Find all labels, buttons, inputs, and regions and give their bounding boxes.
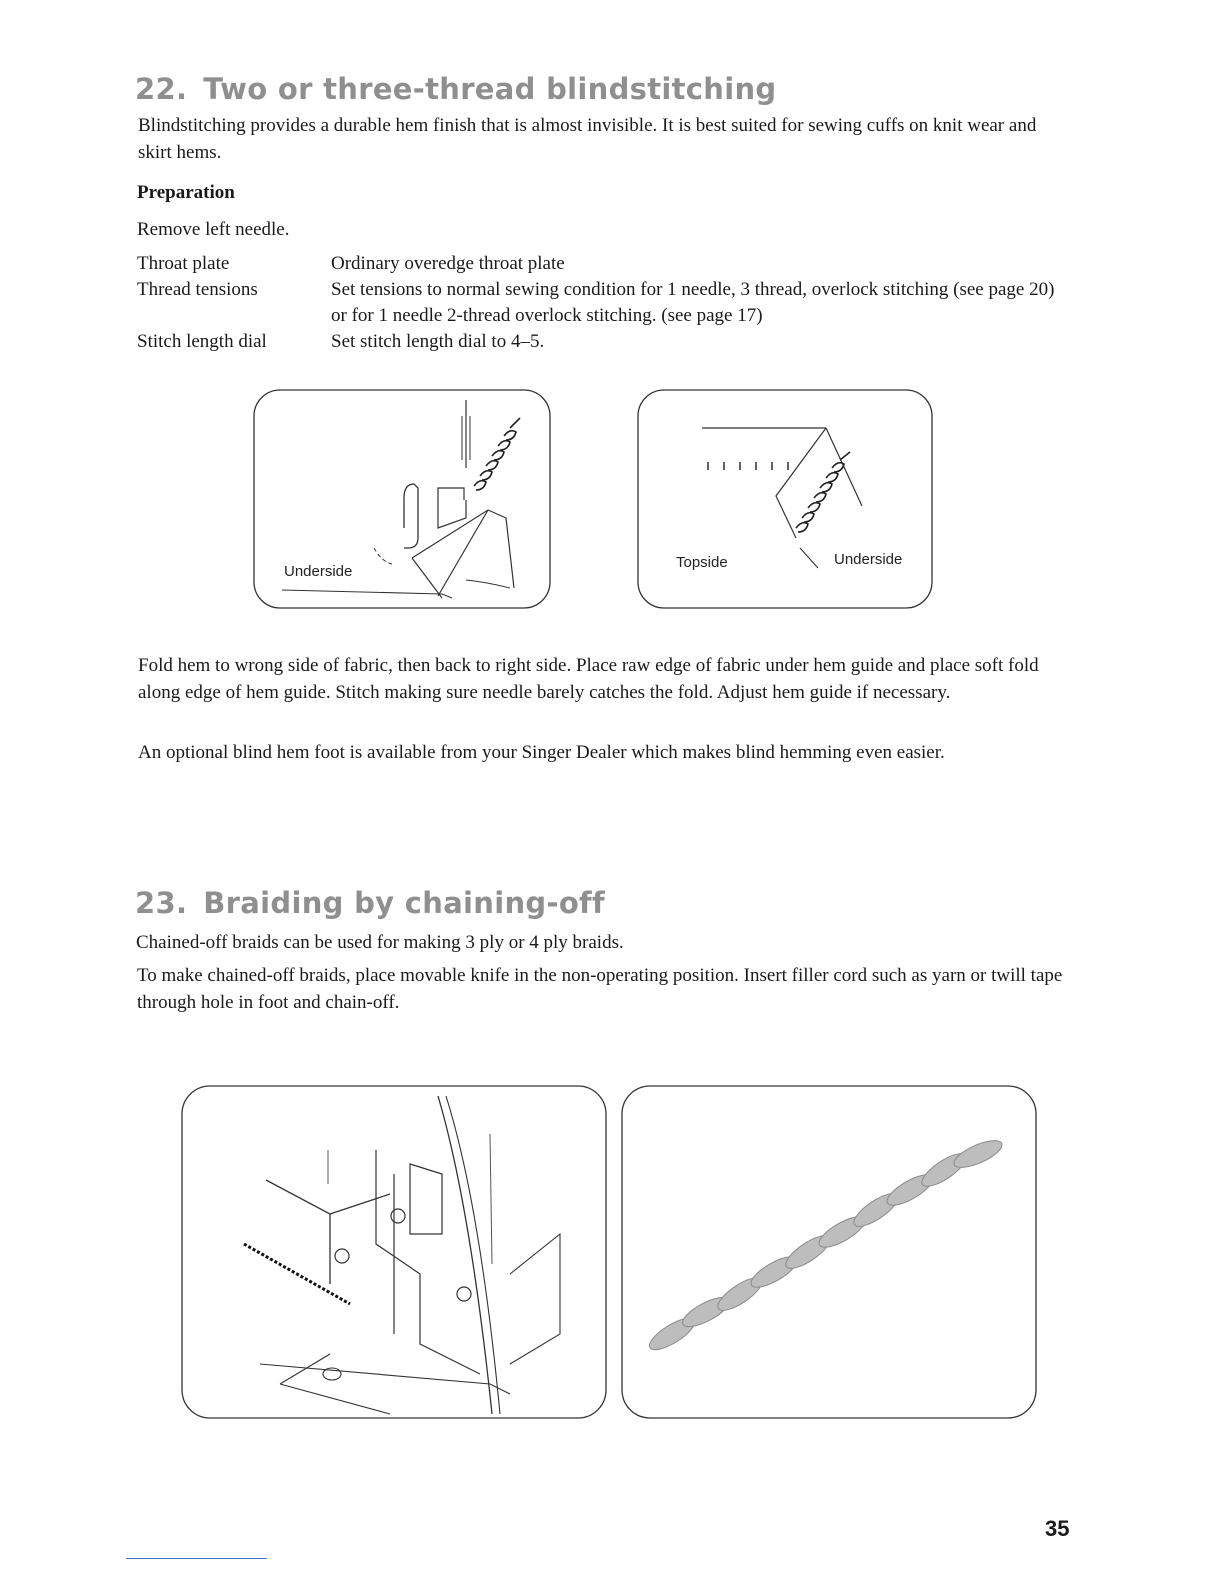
section-22-number: 22. <box>135 72 188 106</box>
setting-label: Thread tensions <box>137 279 258 300</box>
section-22-heading <box>135 72 776 106</box>
settings-table <box>137 251 1067 355</box>
section-23-number: 23. <box>135 886 188 920</box>
setting-value: Ordinary overedge throat plate <box>331 253 565 274</box>
blindstitch-result-figure <box>636 388 934 612</box>
fig-right-caption-topside: Topside <box>676 554 728 571</box>
setting-row-throat-plate <box>137 251 1067 277</box>
setting-row-thread-tensions <box>137 277 1067 329</box>
section-23-heading <box>135 886 605 920</box>
footer-divider <box>126 1558 267 1559</box>
setting-row-stitch-length <box>137 329 1067 355</box>
setting-value: Set stitch length dial to 4–5. <box>331 331 545 352</box>
setting-label: Throat plate <box>137 253 230 274</box>
section-22-note: An optional blind hem foot is available from your Singer Dealer which makes blind hemming even easier. <box>138 742 945 763</box>
setting-value: Set tensions to normal sewing condition for 1 needle, 3 thread, overlock stitching (see page 20) or for 1 needle 2-thread overlock stitching. (see page 17) <box>331 279 1055 326</box>
preparation-label: Preparation <box>137 182 235 203</box>
setting-label: Stitch length dial <box>137 331 267 352</box>
braiding-machine-figure <box>180 1084 608 1422</box>
section-22-intro: Blindstitching provides a durable hem finish that is almost invisible. It is best suited for sewing cuffs on knit wear and skirt hems. <box>138 115 1037 163</box>
page-number: 35 <box>1045 1516 1070 1541</box>
section-22-title: Two or three-thread blindstitching <box>203 72 777 106</box>
section-22-instructions: Fold hem to wrong side of fabric, then back to right side. Place raw edge of fabric under hem guide and place soft fold along edge of hem guide. Stitch making sure needle barely catches the fold. Adjust hem guide if necessary. <box>138 655 1039 703</box>
remove-needle-text: Remove left needle. <box>137 219 290 240</box>
blindstitch-machine-figure <box>252 388 552 612</box>
fig-left-caption: Underside <box>284 563 353 580</box>
section-23-instructions: To make chained-off braids, place movable knife in the non-operating position. Insert filler cord such as yarn or twill tape through hole in foot and chain-off. <box>137 965 1063 1013</box>
braid-figure <box>620 1084 1038 1422</box>
section-23-title: Braiding by chaining-off <box>203 886 605 920</box>
fig-right-caption-underside: Underside <box>834 551 903 568</box>
section-23-intro: Chained-off braids can be used for making 3 ply or 4 ply braids. <box>136 932 624 953</box>
